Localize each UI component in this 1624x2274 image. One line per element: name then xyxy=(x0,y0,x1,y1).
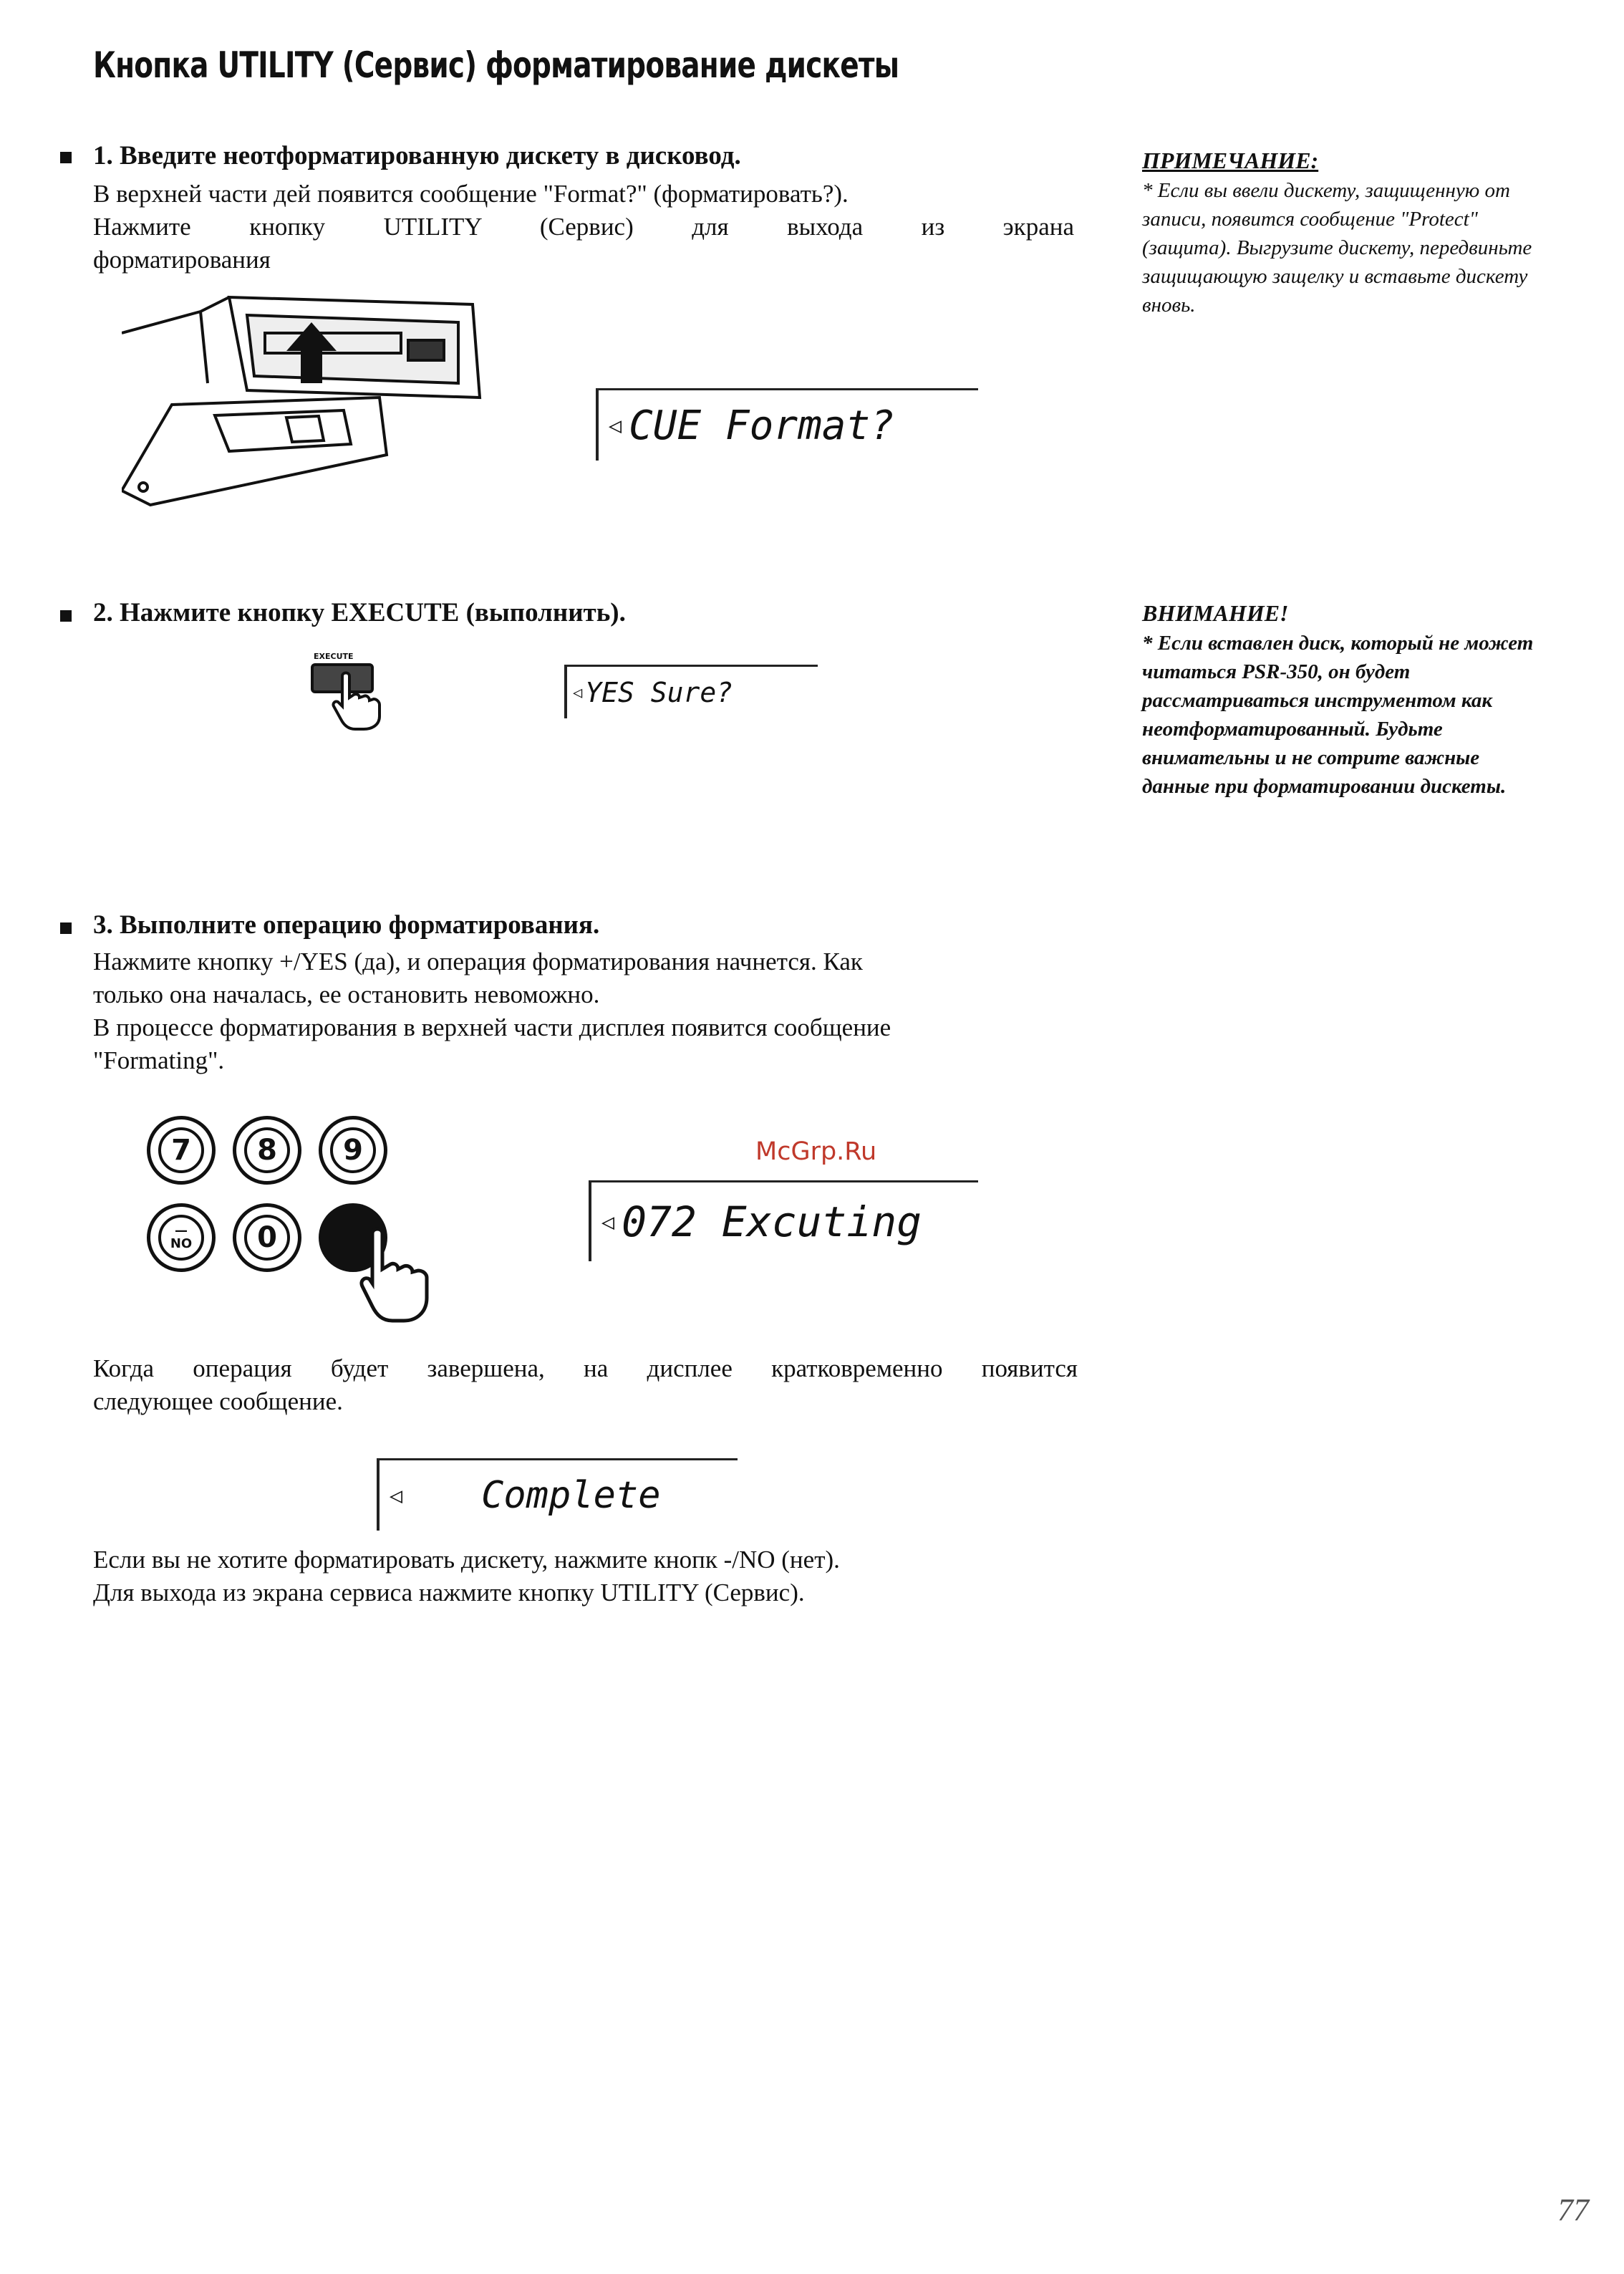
lcd-text-complete: Complete xyxy=(481,1474,661,1517)
lcd-text-format: CUE Format? xyxy=(629,402,894,449)
step3-para1-line1: Нажмите кнопку +/YES (да), и операция форматирования начнется. Как xyxy=(93,948,863,975)
step1-bullet xyxy=(60,152,72,163)
warning-text: * Если вставлен диск, который не может читаться PSR-350, он будет рассматриваться инструментом как неотформатированный. Будьте внимательны и не сотрите важные данные при форматировании дискеты. xyxy=(1142,632,1534,798)
key-7[interactable] xyxy=(147,1116,216,1185)
step3-text xyxy=(93,945,1081,1077)
step3-para2-line2: "Formating". xyxy=(93,1046,225,1074)
lcd-display-complete xyxy=(377,1458,738,1531)
step2-heading: 2. Нажмите кнопку EXECUTE (выполнить). xyxy=(93,598,626,627)
watermark: McGrp.Ru xyxy=(755,1137,877,1166)
step1-line2: Нажмите кнопку UTILITY (Сервис) для выхода из экрана xyxy=(93,213,1074,241)
key-8-label: 8 xyxy=(244,1127,290,1173)
footer-line2: Для выхода из экрана сервиса нажмите кнопку UTILITY (Сервис). xyxy=(93,1579,805,1606)
footer-line1: Если вы не хотите форматировать дискету, нажмите кнопк -/NO (нет). xyxy=(93,1546,840,1574)
warning-heading: ВНИМАНИЕ! xyxy=(1142,600,1289,626)
key-0-label: 0 xyxy=(244,1215,290,1261)
completion-line1: Когда операция будет завершена, на дисплее кратковременно появится xyxy=(93,1354,1078,1382)
page-title: Кнопка UTILITY (Сервис) форматирование дискеты xyxy=(93,44,899,86)
display-indicator-icon: ◁ xyxy=(609,413,622,438)
key-minus-no[interactable] xyxy=(147,1203,216,1272)
step3-bullet xyxy=(60,922,72,934)
step2-bullet xyxy=(60,610,72,622)
key-9-label: 9 xyxy=(330,1127,376,1173)
pointing-hand-icon xyxy=(329,670,387,731)
footer-text xyxy=(93,1543,1096,1609)
step1-heading: 1. Введите неотформатированную дискету в дисковод. xyxy=(93,141,741,170)
step3-para1-line2: только она началась, ее остановить невоможно. xyxy=(93,981,600,1008)
key-8[interactable] xyxy=(233,1116,301,1185)
lcd-display-format xyxy=(596,388,978,461)
pointing-hand-icon xyxy=(358,1226,451,1326)
step1-line3: форматирования xyxy=(93,246,271,274)
key-0[interactable] xyxy=(233,1203,301,1272)
key-no-label: NO xyxy=(170,1236,193,1251)
step1-line1: В верхней части дей появится сообщение "Format?" (форматировать?). xyxy=(93,180,849,208)
note-heading: ПРИМЕЧАНИЕ: xyxy=(1142,148,1319,173)
step1-text xyxy=(93,178,1074,276)
lcd-display-sure xyxy=(564,665,818,718)
step3-heading: 3. Выполните операцию форматирования. xyxy=(93,910,600,940)
key-7-label: 7 xyxy=(158,1127,204,1173)
page-number: 77 xyxy=(1557,2192,1589,2227)
lcd-text-sure: YES Sure? xyxy=(585,677,733,708)
completion-line2: следующее сообщение. xyxy=(93,1387,343,1415)
floppy-drive-illustration xyxy=(122,290,494,512)
key-9[interactable] xyxy=(319,1116,387,1185)
display-indicator-icon: ◁ xyxy=(573,683,583,702)
minus-icon: — xyxy=(175,1223,188,1238)
note-text: * Если вы ввели дискету, защищенную от записи, появится сообщение "Protect" (защита). Выгрузите дискету, передвиньте защищающую защелку и вставьте дискету вновь. xyxy=(1142,179,1532,317)
key-minus-no-face xyxy=(158,1215,204,1261)
display-indicator-icon: ◁ xyxy=(601,1209,615,1235)
lcd-text-executing: 072 Excuting xyxy=(622,1198,922,1246)
display-indicator-icon: ◁ xyxy=(390,1483,403,1508)
execute-button[interactable] xyxy=(308,652,387,731)
completion-text xyxy=(93,1352,1078,1418)
execute-button-label: EXECUTE xyxy=(314,652,354,661)
lcd-display-executing xyxy=(589,1180,978,1261)
step3-para2-line1: В процессе форматирования в верхней части дисплея появится сообщение xyxy=(93,1013,891,1041)
